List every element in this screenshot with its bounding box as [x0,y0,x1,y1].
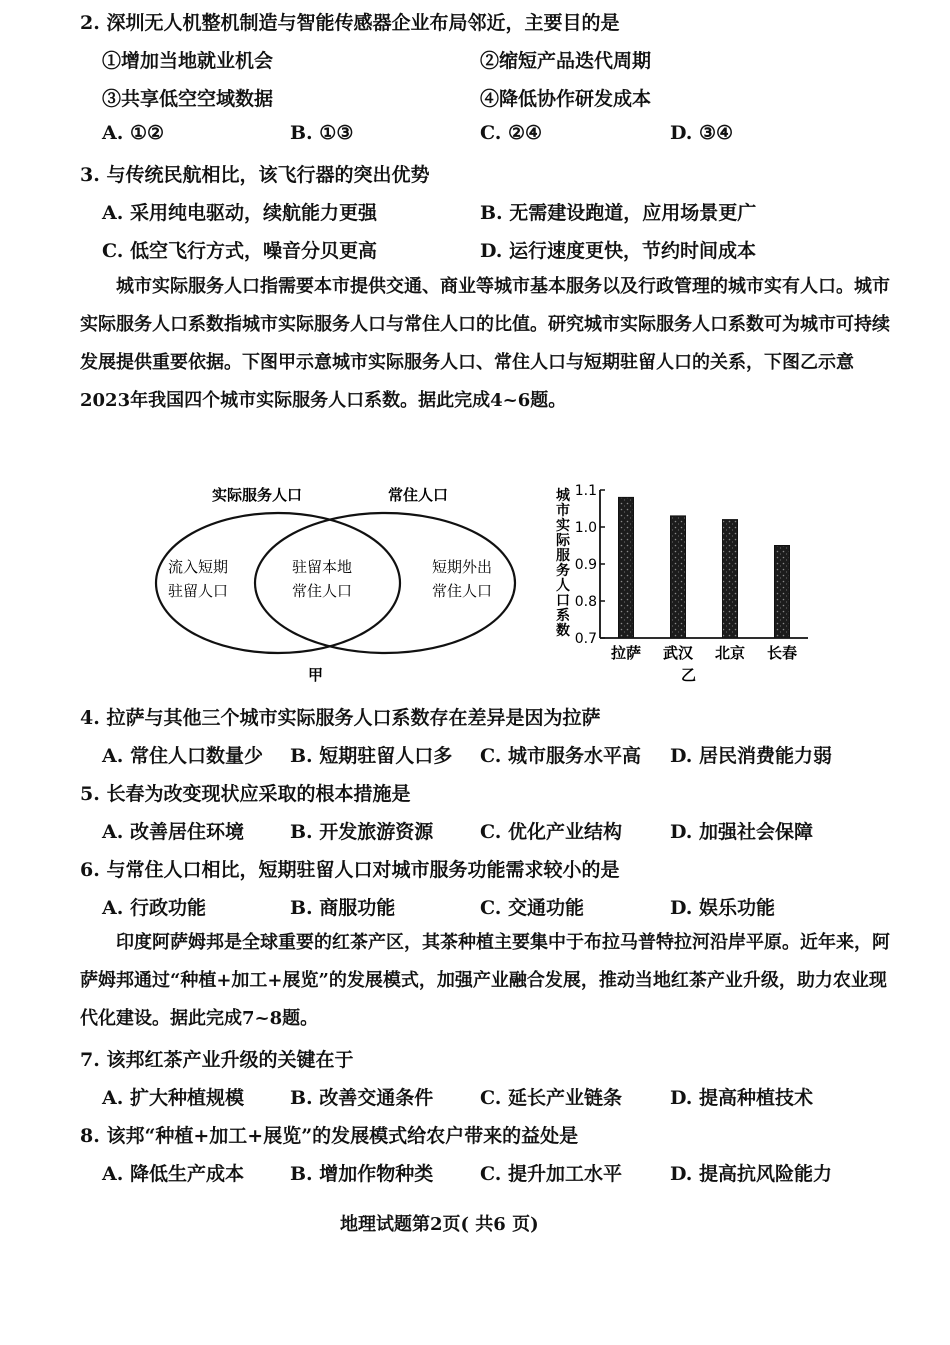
y-axis-label-char: 城 [556,488,570,504]
category-labels [611,644,797,662]
q2-option-a: A. ①② [102,122,165,144]
bars [619,497,790,638]
q5-option-a: A. 改善居住环境 [102,821,244,843]
q2-item-3: ③共享低空空域数据 [102,88,274,110]
venn-mid-line-1: 驻留本地 [292,558,353,576]
y-axis-label-char: 数 [556,623,570,639]
passage-2-text: 印度阿萨姆邦是全球重要的红茶产区，其茶种植主要集中于布拉马普特拉河沿岸平原。近年来，阿萨姆邦通过“种植+加工+展览”的发展模式，加强产业融合发展，推动当地红茶产业升级，助力农业现代化建设。据此完成7~8题。 [80,932,890,1029]
q3-option-b: B. 无需建设跑道，应用场景更广 [480,202,757,224]
q6-option-a: A. 行政功能 [102,897,206,919]
question-4-stem: 4. 拉萨与其他三个城市实际服务人口系数存在差异是因为拉萨 [80,707,601,729]
question-5-stem: 5. 长春为改变现状应采取的根本措施是 [80,783,411,805]
q7-option-a: A. 扩大种植规模 [102,1087,244,1109]
q3-option-c: C. 低空飞行方式，噪音分贝更高 [102,240,378,262]
q4-option-d: D. 居民消费能力弱 [670,745,833,767]
figure-caption-yi: 乙 [681,666,697,684]
question-2-stem: 2. 深圳无人机整机制造与智能传感器企业布局邻近，主要目的是 [80,12,620,34]
y-axis-label-char: 系 [556,608,570,624]
q7-option-c: C. 延长产业链条 [480,1087,623,1109]
venn-diagram [140,478,530,688]
venn-right-line-2: 常住人口 [432,582,493,600]
q8-option-a: A. 降低生产成本 [102,1163,244,1185]
q5-option-b: B. 开发旅游资源 [290,821,434,843]
y-tick-label: 0.7 [574,631,597,647]
bar-1 [671,516,686,638]
q4-option-b: B. 短期驻留人口多 [290,745,453,767]
bar-2 [723,520,738,638]
q3-option-a: A. 采用纯电驱动，续航能力更强 [102,202,377,224]
y-axis-label-char: 口 [556,593,570,609]
y-axis-label-char: 务 [556,563,570,579]
q8-option-b: B. 增加作物种类 [290,1163,434,1185]
q6-option-b: B. 商服功能 [290,897,396,919]
q2-option-d: D. ③④ [670,122,734,144]
category-label-1: 武汉 [662,644,694,662]
question-7-stem: 7. 该邦红茶产业升级的关键在于 [80,1049,354,1071]
venn-right-line-1: 短期外出 [432,558,493,576]
q6-option-c: C. 交通功能 [480,897,585,919]
q2-item-4: ④降低协作研发成本 [480,88,652,110]
venn-left-line-1: 流入短期 [168,558,229,576]
bar-chart [548,478,828,688]
q6-option-d: D. 娱乐功能 [670,897,776,919]
bar-3 [775,546,790,639]
q8-option-c: C. 提升加工水平 [480,1163,623,1185]
q3-option-d: D. 运行速度更快，节约时间成本 [480,240,757,262]
category-label-0: 拉萨 [610,644,642,662]
q2-option-c: C. ②④ [480,122,543,144]
y-tick-label: 1.0 [574,520,597,536]
y-tick-label: 0.9 [574,557,597,573]
category-label-2: 北京 [714,644,746,662]
q8-option-d: D. 提高抗风险能力 [670,1163,833,1185]
passage-urban-population [80,268,895,420]
question-6-stem: 6. 与常住人口相比，短期驻留人口对城市服务功能需求较小的是 [80,859,620,881]
q5-option-c: C. 优化产业结构 [480,821,623,843]
y-axis-label [556,487,571,639]
y-axis-label-char: 人 [556,578,570,594]
venn-label-resident: 常住人口 [388,486,449,504]
passage-assam-tea [80,924,895,1038]
y-axis-label-char: 服 [556,548,570,564]
q4-option-a: A. 常住人口数量少 [102,745,263,767]
passage-1-text: 城市实际服务人口指需要本市提供交通、商业等城市基本服务以及行政管理的城市实有人口。城市实际服务人口系数指城市实际服务人口与常住人口的比值。研究城市实际服务人口系数可为城市可持续发展提供重要依据。下图甲示意城市实际服务人口、常住人口与短期驻留人口的关系，下图乙示意2023年我国四个城市实际服务人口系数。据此完成4~6题。 [80,276,890,411]
venn-left-line-2: 驻留人口 [168,582,229,600]
page-footer: 地理试题第2页( 共6 页) [340,1214,539,1235]
venn-mid-line-2: 常住人口 [292,582,353,600]
question-3-stem: 3. 与传统民航相比，该飞行器的突出优势 [80,164,430,186]
q2-option-b: B. ①③ [290,122,354,144]
figure-caption-jia: 甲 [308,666,324,684]
question-8-stem: 8. 该邦“种植+加工+展览”的发展模式给农户带来的益处是 [80,1125,579,1147]
q2-item-2: ②缩短产品迭代周期 [480,50,652,72]
q2-item-1: ①增加当地就业机会 [102,50,274,72]
y-axis-label-char: 实 [556,518,570,534]
y-axis-label-char: 市 [556,503,570,519]
category-label-3: 长春 [766,644,798,662]
y-tick-label: 1.1 [574,483,597,499]
q7-option-d: D. 提高种植技术 [670,1087,814,1109]
q5-option-d: D. 加强社会保障 [670,821,814,843]
y-tick-label: 0.8 [574,594,597,610]
q7-option-b: B. 改善交通条件 [290,1087,434,1109]
bar-0 [619,497,634,638]
venn-label-actual-service: 实际服务人口 [212,486,303,504]
q4-option-c: C. 城市服务水平高 [480,745,642,767]
y-axis-label-char: 际 [556,533,570,549]
